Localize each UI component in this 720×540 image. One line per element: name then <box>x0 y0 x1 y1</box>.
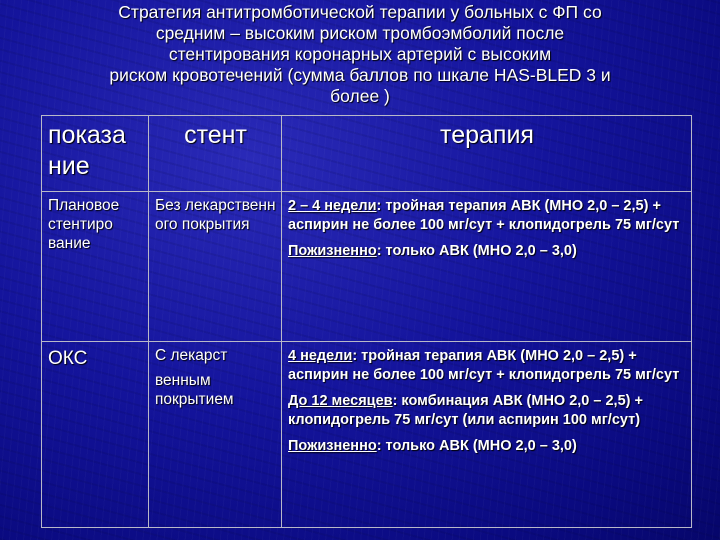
therapy-term: Пожизненно <box>288 438 377 454</box>
therapy-description: : только АВК (МНО 2,0 – 3,0) <box>376 438 577 454</box>
title-line: более ) <box>330 86 390 106</box>
therapy-term: 4 недели <box>288 348 353 364</box>
table-header-row <box>42 116 692 192</box>
table-row <box>42 342 692 528</box>
therapy-term: Пожизненно <box>288 243 377 259</box>
stent-cell <box>149 342 282 528</box>
therapy-term: 2 – 4 недели <box>288 198 377 214</box>
table-row <box>42 192 692 342</box>
title-line: средним – высоким риском тромбоэмболий после <box>155 23 565 43</box>
therapy-item <box>288 197 686 235</box>
header-therapy: терапия <box>282 116 692 192</box>
indication-cell: Плановое стентиро вание <box>42 192 149 342</box>
therapy-item <box>288 242 686 261</box>
therapy-term: До 12 месяцев <box>288 393 393 409</box>
therapy-description: : только АВК (МНО 2,0 – 3,0) <box>376 243 577 259</box>
stent-text: венным покрытием <box>155 372 234 408</box>
therapy-description: : комбинация АВК (МНО 2,0 – 2,5) + клопидогрель 75 мг/сут (или аспирин 100 мг/сут) <box>288 393 643 428</box>
therapy-description: : тройная терапия АВК (МНО 2,0 – 2,5) + аспирин не более 100 мг/сут + клопидогрель 75 мг/сут <box>288 348 680 383</box>
therapy-cell <box>282 342 692 528</box>
title-line: стентирования коронарных артерий с высоким <box>168 44 552 64</box>
therapy-cell <box>282 192 692 342</box>
slide-title <box>20 2 700 107</box>
therapy-item <box>288 437 686 456</box>
stent-cell <box>149 192 282 342</box>
title-line: Стратегия антитромботической терапии у больных с ФП со <box>118 2 602 22</box>
title-line: риском кровотечений (сумма баллов по шкале HAS-BLED 3 и <box>109 65 611 85</box>
therapy-description: : тройная терапия АВК (МНО 2,0 – 2,5) + аспирин не более 100 мг/сут + клопидогрель 75 мг/сут <box>288 198 680 233</box>
stent-text: С лекарст <box>155 347 228 364</box>
indication-cell: ОКС <box>42 342 149 528</box>
therapy-table <box>41 115 692 528</box>
therapy-item <box>288 347 686 385</box>
header-stent: стент <box>149 116 282 192</box>
header-indication: показа ние <box>42 116 149 192</box>
stent-text: Без лекарственн ого покрытия <box>155 197 276 233</box>
therapy-item <box>288 392 686 430</box>
